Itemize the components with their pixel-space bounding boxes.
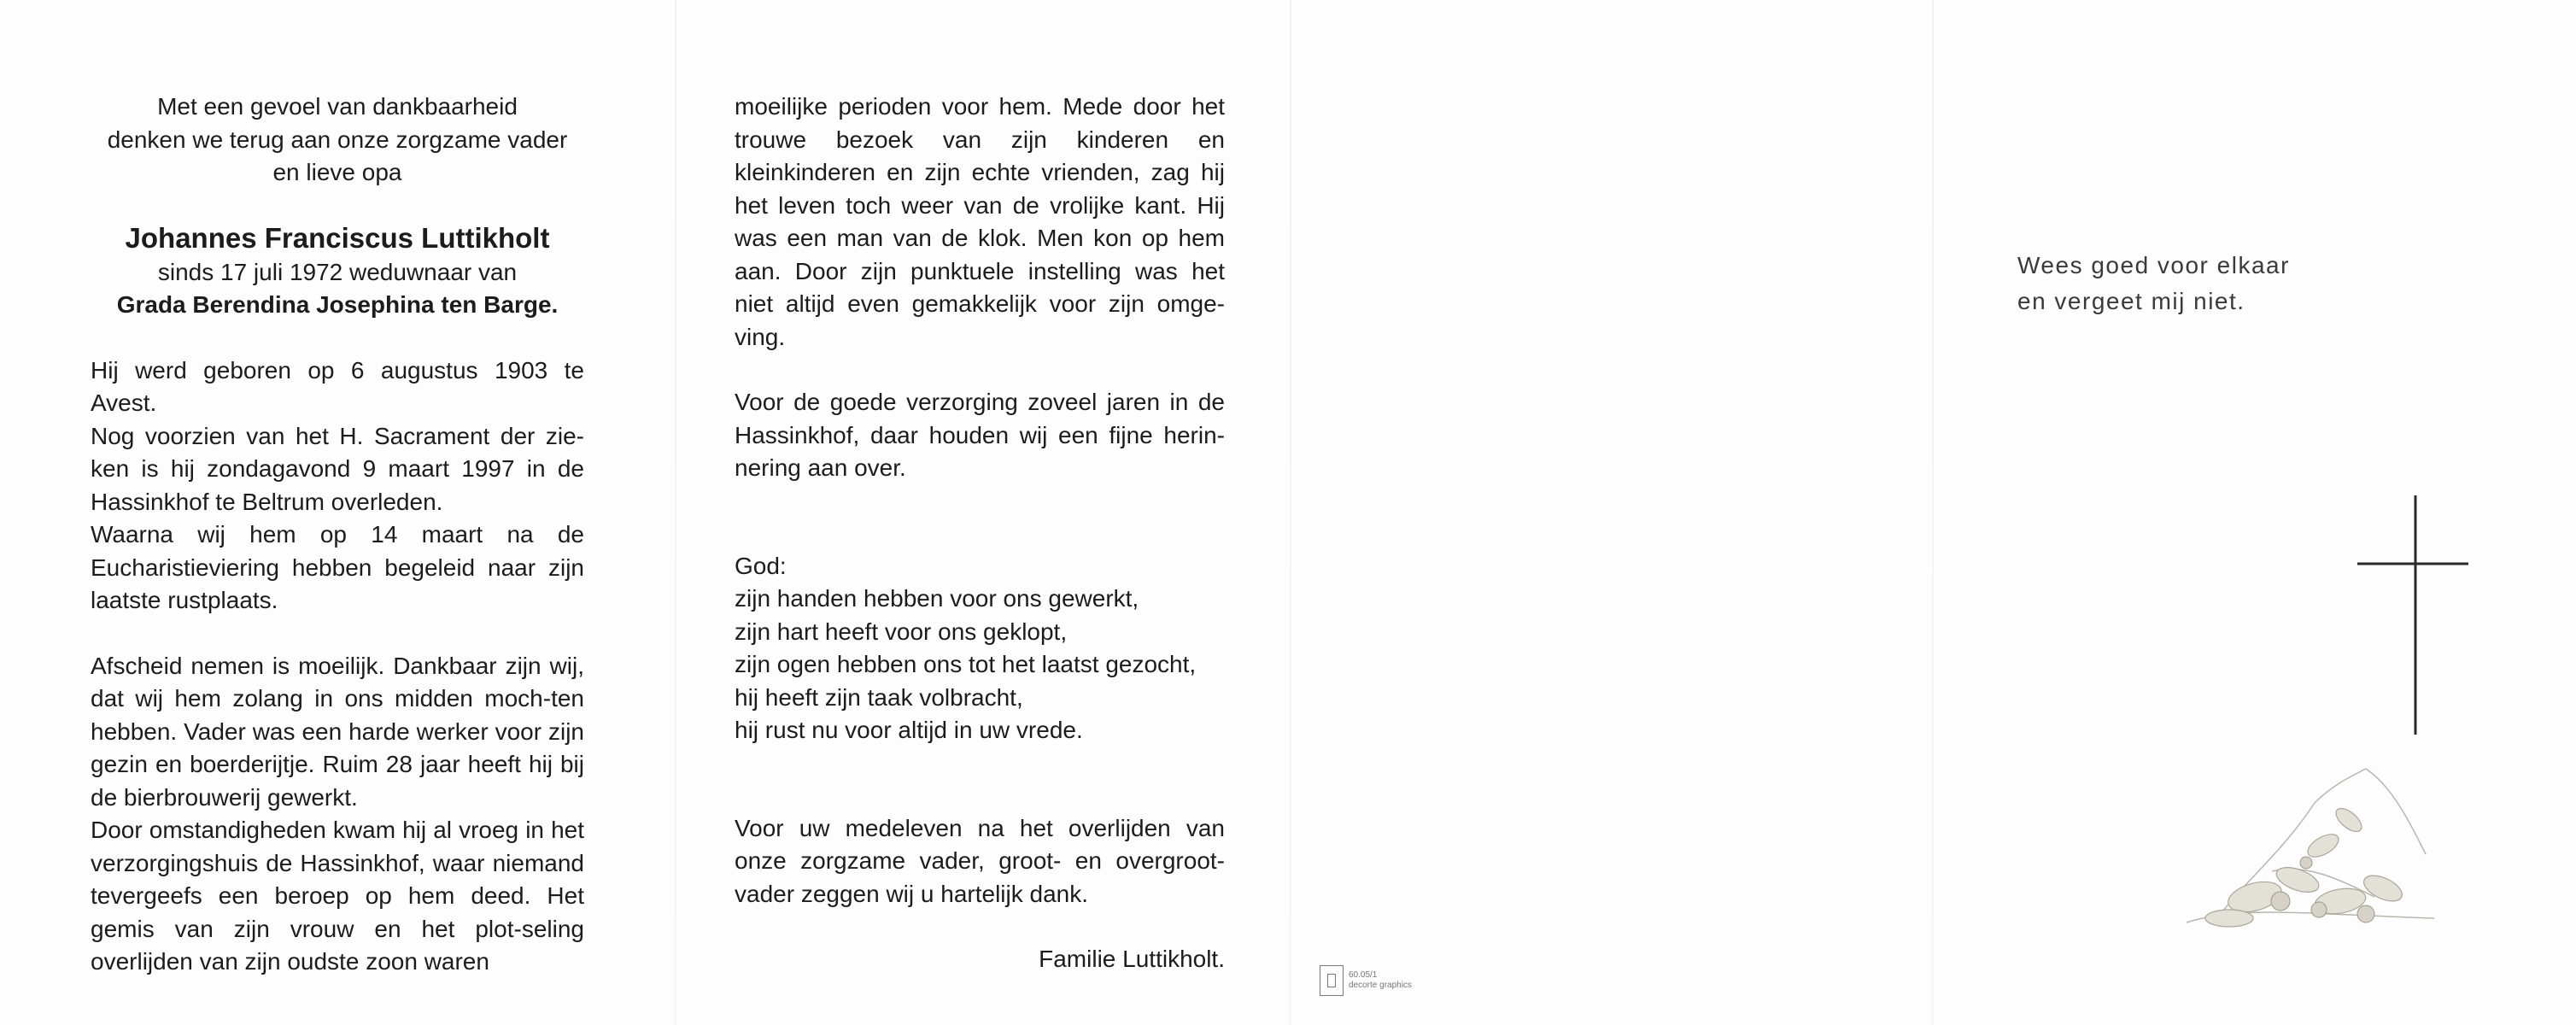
intro-line: en lieve opa bbox=[272, 159, 402, 185]
fold-line bbox=[675, 0, 676, 1025]
intro-line: denken we terug aan onze zorgzame vader bbox=[107, 126, 568, 153]
verse-line: en vergeet mij niet. bbox=[2017, 288, 2245, 314]
paragraph-circumstances: Door omstandigheden kwam hij al vroeg in het verzorgingshuis de Hassinkhof, waar niemand tevergeefs een beroep op hem deed. Het gemis van zijn vrouw en het plot-seling overlijden van zijn oudste zoon waren bbox=[91, 817, 584, 975]
paragraph-thanks: Voor uw medeleven na het overlijden van onze zorgzame vader, groot- en overgroot-vader zeggen wij u hartelijk dank. bbox=[735, 814, 1225, 907]
paragraph-continued: moeilijke perioden voor hem. Mede door het trouwe bezoek van zijn kinderen en kleinkinderen en zijn echte vrienden, zag hij het leven toch weer van de vrolijke kant. Hij was een man van de klok. Men kon op hem aan. Door zijn punktuele instelling was het niet altijd even gemakkelijk voor zijn omge-ving. bbox=[735, 93, 1225, 350]
panel-middle bbox=[735, 91, 1225, 976]
verse bbox=[2017, 248, 2290, 319]
paragraph-birth: Hij werd geboren op 6 augustus 1903 te Avest. bbox=[91, 356, 584, 416]
imprint-code: 60.05/1 bbox=[1349, 970, 1378, 980]
poem-line: zijn ogen hebben ons tot het laatst gezocht, bbox=[735, 651, 1197, 677]
latin-cross-icon bbox=[2357, 495, 2468, 735]
paragraph-death: Nog voorzien van het H. Sacrament der zie-ken is hij zondagavond 9 maart 1997 in de Hassinkhof te Beltrum overleden. bbox=[91, 422, 584, 515]
imprint-printer: decorte graphics bbox=[1349, 981, 1412, 990]
signature: Familie Luttikholt. bbox=[1039, 946, 1225, 972]
printer-imprint bbox=[1320, 965, 1412, 996]
paragraph-burial: Waarna wij hem op 14 maart na de Eucharistieviering hebben begeleid naar zijn laatste rustplaats. bbox=[91, 521, 584, 613]
verse-line: Wees goed voor elkaar bbox=[2017, 252, 2290, 278]
widower-line: sinds 17 juli 1972 weduwnaar van bbox=[157, 258, 518, 285]
spouse-name: Grada Berendina Josephina ten Barge. bbox=[116, 291, 559, 318]
poem-line: zijn hart heeft voor ons geklopt, bbox=[735, 618, 1068, 645]
deceased-name: Johannes Franciscus Luttikholt bbox=[125, 221, 550, 254]
panel-left bbox=[91, 91, 584, 979]
intro bbox=[91, 91, 584, 190]
flowers-illustration-icon bbox=[2169, 752, 2451, 940]
paragraph-care: Voor de goede verzorging zoveel jaren in de Hassinkhof, daar houden wij een fijne herin-nering aan over. bbox=[735, 389, 1225, 481]
paragraph-farewell: Afscheid nemen is moeilijk. Dankbaar zijn wij, dat wij hem zolang in ons midden moch-ten hebben. Vader was een harde werker voor zijn gezin en boerderijtje. Ruim 28 jaar heeft hij bij de bierbrouwerij gewerkt. bbox=[91, 652, 584, 811]
printer-logo-icon bbox=[1320, 965, 1344, 996]
poem-line: hij heeft zijn taak volbracht, bbox=[735, 683, 1023, 711]
fold-line bbox=[1290, 0, 1291, 1025]
poem bbox=[735, 550, 1225, 747]
poem-line: God: bbox=[735, 552, 787, 579]
intro-line: Met een gevoel van dankbaarheid bbox=[157, 93, 518, 120]
fold-line bbox=[1932, 0, 1934, 1025]
poem-line: zijn handen hebben voor ons gewerkt, bbox=[735, 585, 1139, 612]
poem-line: hij rust nu voor altijd in uw vrede. bbox=[735, 717, 1083, 743]
